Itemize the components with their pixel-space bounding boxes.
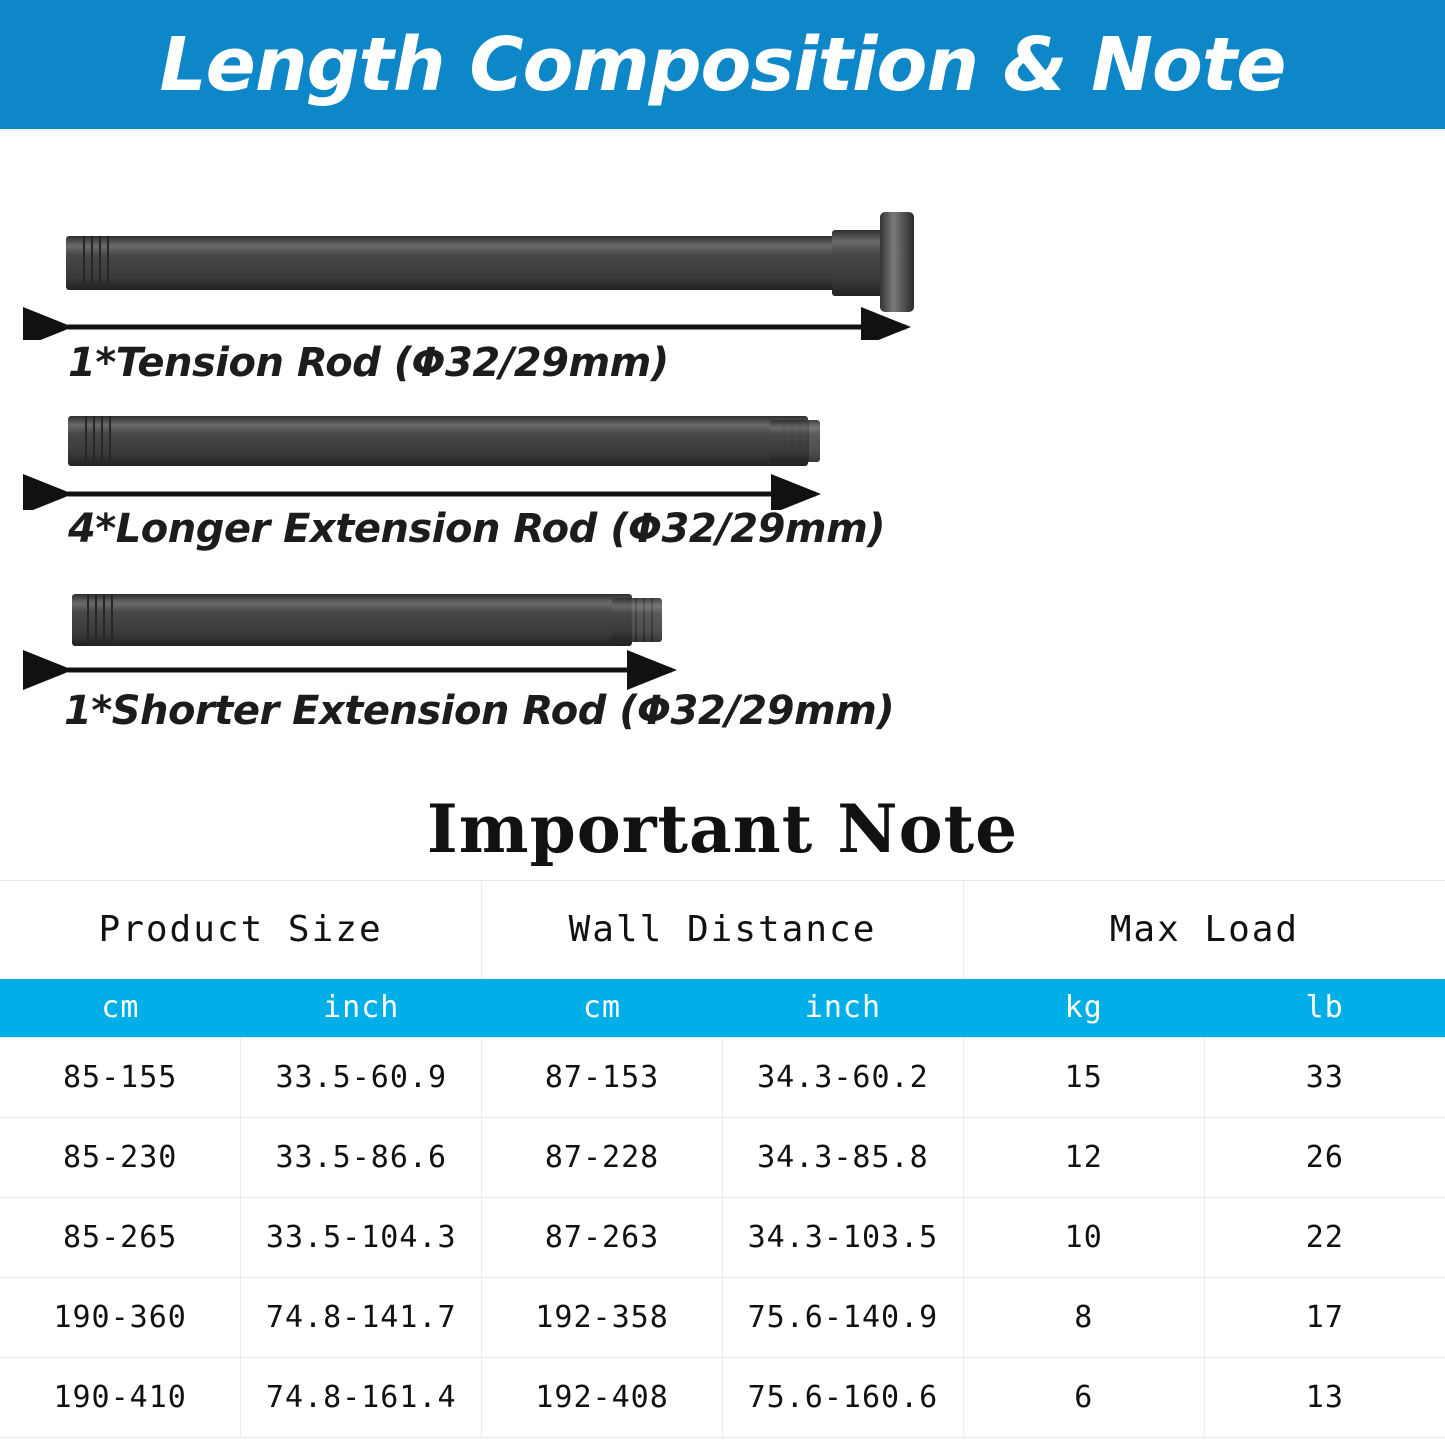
table-cell: 190-410 (0, 1358, 241, 1438)
title-banner (0, 0, 1445, 129)
tension-rod-label: 1*Tension Rod (Φ32/29mm) (68, 340, 669, 386)
shorter-extension-rod-label: 1*Shorter Extension Rod (Φ32/29mm) (64, 688, 895, 734)
unit-header-cell: lb (1204, 979, 1445, 1038)
longer-extension-rod-label: 4*Longer Extension Rod (Φ32/29mm) (68, 506, 886, 552)
unit-header-cell: kg (963, 979, 1204, 1038)
group-header-max-load: Max Load (963, 881, 1445, 979)
size-spec-table (0, 880, 1445, 1438)
table-cell: 22 (1204, 1198, 1445, 1278)
table-cell: 13 (1204, 1358, 1445, 1438)
table-cell: 15 (963, 1038, 1204, 1118)
shorter-extension-rod-item (0, 580, 1000, 750)
table-cell: 33 (1204, 1038, 1445, 1118)
table-cell: 192-408 (482, 1358, 723, 1438)
table-row (0, 1358, 1445, 1438)
table-cell: 74.8-161.4 (241, 1358, 482, 1438)
table-cell: 34.3-60.2 (722, 1038, 963, 1118)
table-cell: 17 (1204, 1278, 1445, 1358)
table-row (0, 1118, 1445, 1198)
table-cell: 34.3-85.8 (722, 1118, 963, 1198)
table-cell: 75.6-160.6 (722, 1358, 963, 1438)
tension-rod-item (0, 200, 1000, 400)
table-cell: 74.8-141.7 (241, 1278, 482, 1358)
table-row (0, 1038, 1445, 1118)
table-cell: 6 (963, 1358, 1204, 1438)
table-cell: 85-155 (0, 1038, 241, 1118)
table-cell: 87-153 (482, 1038, 723, 1118)
table-cell: 12 (963, 1118, 1204, 1198)
table-cell: 34.3-103.5 (722, 1198, 963, 1278)
table-cell: 33.5-60.9 (241, 1038, 482, 1118)
table-cell: 85-230 (0, 1118, 241, 1198)
group-header-wall-distance: Wall Distance (482, 881, 964, 979)
unit-header-cell: inch (241, 979, 482, 1038)
unit-header-cell: cm (482, 979, 723, 1038)
table-cell: 192-358 (482, 1278, 723, 1358)
table-row (0, 1198, 1445, 1278)
table-cell: 8 (963, 1278, 1204, 1358)
table-cell: 75.6-140.9 (722, 1278, 963, 1358)
table-cell: 10 (963, 1198, 1204, 1278)
table-cell: 33.5-86.6 (241, 1118, 482, 1198)
unit-header-cell: inch (722, 979, 963, 1038)
table-cell: 26 (1204, 1118, 1445, 1198)
unit-header-cell: cm (0, 979, 241, 1038)
longer-extension-rod-image (0, 400, 1000, 510)
group-header-row (0, 881, 1445, 979)
table-cell: 85-265 (0, 1198, 241, 1278)
group-header-product-size: Product Size (0, 881, 482, 979)
table-cell: 87-228 (482, 1118, 723, 1198)
table-cell: 87-263 (482, 1198, 723, 1278)
page-title: Length Composition & Note (159, 21, 1286, 108)
table-row (0, 1278, 1445, 1358)
important-note-title: Important Note (426, 790, 1019, 868)
longer-extension-rod-item (0, 400, 1000, 560)
tension-rod-image (0, 200, 1000, 340)
table-cell: 190-360 (0, 1278, 241, 1358)
table-cell: 33.5-104.3 (241, 1198, 482, 1278)
shorter-extension-rod-image (0, 580, 1000, 690)
unit-header-row (0, 979, 1445, 1038)
